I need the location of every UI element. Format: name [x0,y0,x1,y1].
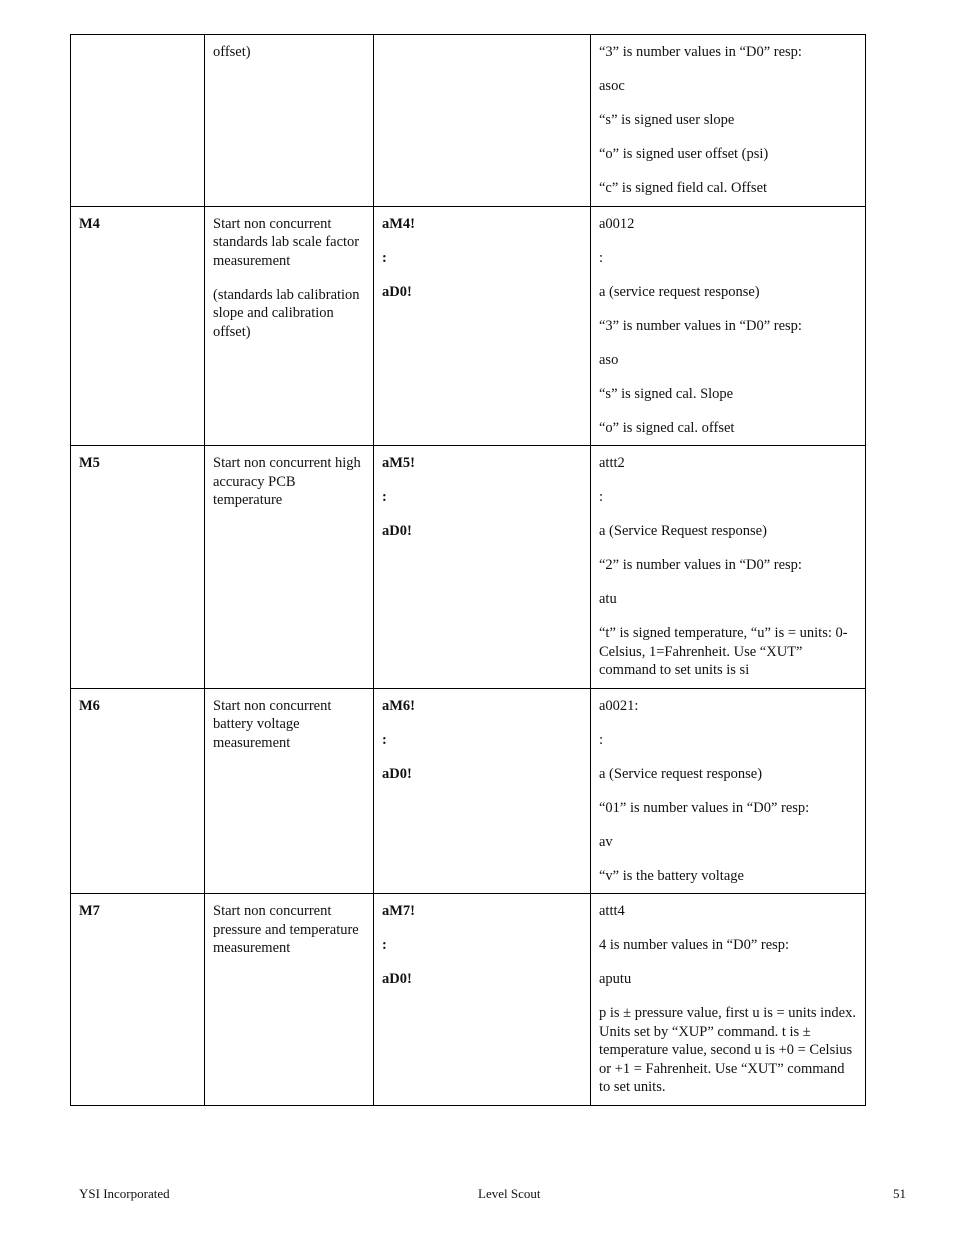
response-line: : [599,731,604,748]
command-name: M6 [79,697,100,714]
response-line: “t” is signed temperature, “u” is = units: 0-Celsius, 1=Fahrenheit. Use “XUT” command to set units is si [599,625,848,678]
response-line: av [599,833,613,850]
response-line: : [599,249,604,266]
footer-company: YSI Incorporated [79,1186,170,1201]
response-line: “s” is signed cal. Slope [599,385,734,402]
description-cell [205,35,374,207]
description-text: (standards lab calibration slope and calibration offset) [213,286,360,340]
request-line: aM7! [382,903,416,919]
response-cell [591,894,866,1106]
request-line: aD0! [382,283,412,300]
request-cell [374,894,591,1106]
request-cell [374,35,591,207]
table-row [71,688,866,894]
request-cell [374,688,591,894]
response-line: : [599,489,604,505]
command-cell [71,446,205,689]
table-row [71,206,866,446]
response-cell [591,35,866,207]
description-cell [205,688,374,894]
command-cell [71,35,205,207]
page-number: 51 [893,1186,906,1201]
response-cell [591,446,866,689]
table-row [71,35,866,207]
response-line: a (Service request response) [599,765,763,782]
command-name: M5 [79,455,100,471]
response-line: attt2 [599,455,625,471]
response-line: attt4 [599,903,625,919]
response-line: “o” is signed cal. offset [599,419,735,436]
response-line: “3” is number values in “D0” resp: [599,317,802,334]
response-line: a (service request response) [599,283,760,300]
response-line: “o” is signed user offset (psi) [599,146,769,162]
request-line: : [382,489,387,505]
response-line: “2” is number values in “D0” resp: [599,557,802,573]
request-line: aM4! [382,215,416,232]
response-line: a (Service Request response) [599,523,767,539]
response-cell [591,206,866,446]
request-cell [374,446,591,689]
table-row [71,446,866,689]
request-line: : [382,249,387,266]
request-line: aM6! [382,697,416,714]
command-name: M4 [79,215,100,232]
response-line: a0021: [599,697,639,714]
response-line: “v” is the battery voltage [599,867,744,884]
description-text: Start non concurrent high accuracy PCB temperature [213,455,361,508]
response-line: asoc [599,78,625,94]
request-line: aD0! [382,971,412,987]
description-text: Start non concurrent standards lab scale factor measurement [213,215,360,269]
response-line: “s” is signed user slope [599,112,735,128]
request-line: aD0! [382,765,412,782]
response-line: “c” is signed field cal. Offset [599,180,768,196]
command-cell [71,894,205,1106]
request-line: aD0! [382,523,412,539]
response-line: atu [599,591,617,607]
footer-product: Level Scout [478,1186,541,1201]
request-line: : [382,937,387,953]
request-cell [374,206,591,446]
description-cell [205,894,374,1106]
description-cell [205,206,374,446]
request-line: : [382,731,387,748]
response-cell [591,688,866,894]
sdi12-command-table [70,34,866,1106]
response-line: aso [599,351,619,368]
response-line: aputu [599,971,632,987]
table-row [71,894,866,1106]
command-cell [71,206,205,446]
response-line: “01” is number values in “D0” resp: [599,799,810,816]
command-name: M7 [79,903,100,919]
response-line: 4 is number values in “D0” resp: [599,937,790,953]
request-line: aM5! [382,455,416,471]
description-text: Start non concurrent battery voltage measurement [213,697,332,751]
description-text: Start non concurrent pressure and temperature measurement [213,903,359,956]
description-cell [205,446,374,689]
response-line: “3” is number values in “D0” resp: [599,44,802,60]
description-text: offset) [213,44,251,60]
response-line: p is ± pressure value, first u is = units index. Units set by “XUP” command. t is ± temperature value, second u is +0 = Celsius or +1 = Fahrenheit. Use “XUT” command to set units. [599,1005,856,1095]
response-line: a0012 [599,215,635,232]
command-cell [71,688,205,894]
